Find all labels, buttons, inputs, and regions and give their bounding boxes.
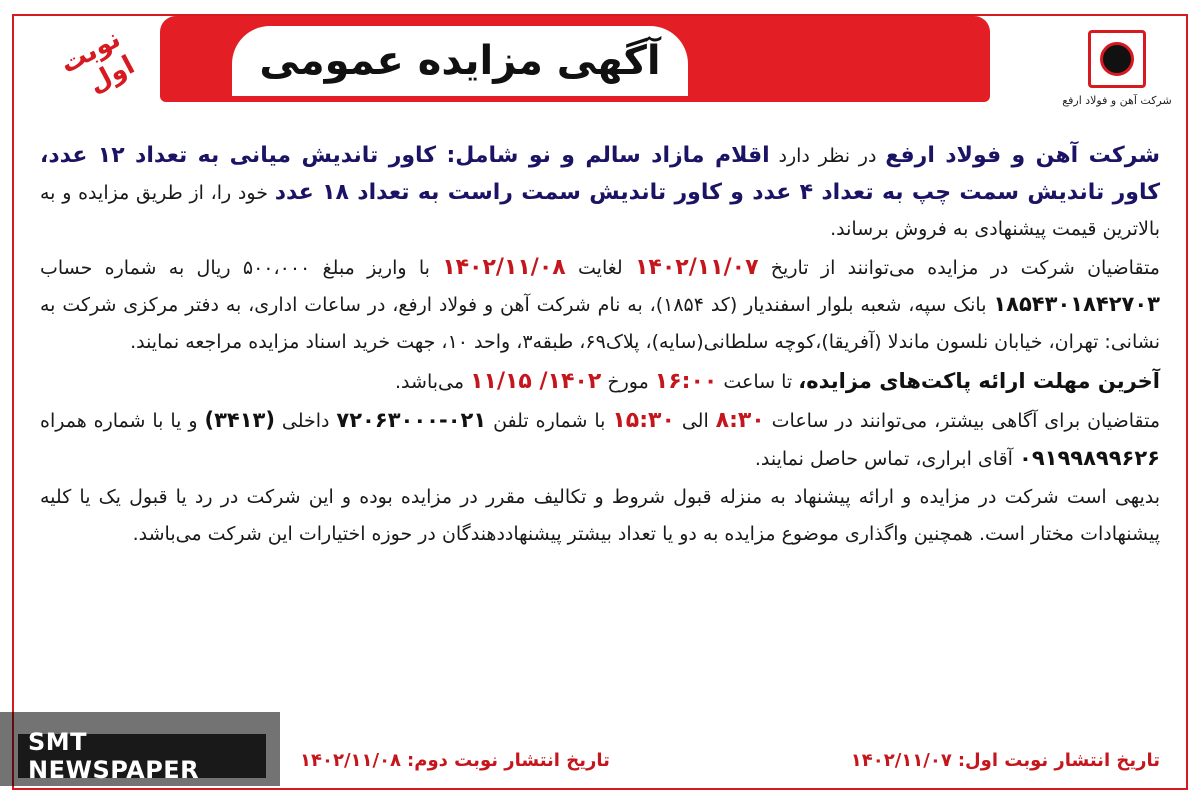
logo-company-name: شرکت آهن و فولاد ارفع bbox=[1062, 94, 1172, 107]
stamp-label: نوبت اول bbox=[55, 23, 140, 100]
date-to: ۱۴۰۲/۱۱/۰۸ bbox=[442, 254, 566, 280]
company-name: شرکت آهن و فولاد ارفع bbox=[885, 143, 1161, 168]
paragraph-terms: بدیهی است شرکت در مزایده و ارائه پیشنهاد به منزله قبول شروط و تکالیف مقرر در مزایده بوده و این شرکت در رد یا قبول یک یا کلیه پیشنهادات مختار است. همچنین واگذاری موضوع مزایده به دو یا تعداد بیشتر پیشنهاددهندگان در حوزه اختیارات این شرکت می‌باشد. bbox=[40, 486, 1160, 545]
page-title: آگهی مزایده عمومی bbox=[259, 38, 661, 84]
watermark bbox=[18, 728, 266, 784]
first-publish: تاریخ انتشار نوبت اول: ۱۴۰۲/۱۱/۰۷ bbox=[850, 749, 1160, 771]
hours-to: ۱۵:۳۰ bbox=[612, 408, 675, 434]
account-number: ۱۸۵۴۳۰۱۸۴۲۷۰۳ bbox=[993, 292, 1160, 317]
logo-icon bbox=[1088, 30, 1146, 88]
title-box bbox=[230, 24, 690, 96]
hours-from: ۸:۳۰ bbox=[715, 408, 765, 434]
deadline-date: ۱۴۰۲/ ۱۱/۱۵ bbox=[470, 368, 602, 394]
mobile-number: ۰۹۱۹۹۸۹۹۶۲۶ bbox=[1019, 445, 1160, 470]
items-list: اقلام مازاد سالم و نو شامل: کاور تاندیش میانی به تعداد ۱۲ عدد، کاور تاندیش سمت چپ به تعداد ۴ عدد و کاور تاندیش سمت راست به تعداد ۱۸ عدد bbox=[40, 143, 1160, 205]
phone-extension: (۳۴۱۳) bbox=[204, 408, 275, 433]
paragraph-purchase: متقاضیان شرکت در مزایده می‌توانند از تاریخ ۱۴۰۲/۱۱/۰۷ لغایت ۱۴۰۲/۱۱/۰۸ با واریز مبلغ ۵۰۰،۰۰۰ ریال به شماره حساب ۱۸۵۴۳۰۱۸۴۲۷۰۳ بانک سپه، شعبه بلوار اسفندیار (کد ۱۸۵۴)، به نام شرکت آهن و فولاد ارفع، در ساعات اداری، به دفتر مرکزی شرکت به نشانی: تهران، خیابان نلسون ماندلا (آفریقا)،کوچه سلطانی(سایه)، پلاک۶۹، طبقه۳، واحد ۱۰، جهت خرید اسناد مزایده مراجعه نمایند. bbox=[40, 254, 1160, 353]
notice-body bbox=[40, 138, 1160, 555]
date-from: ۱۴۰۲/۱۱/۰۷ bbox=[635, 254, 759, 280]
paragraph-contact: متقاضیان برای آگاهی بیشتر، می‌توانند در ساعات ۸:۳۰ الی ۱۵:۳۰ با شماره تلفن ۰۲۱-۷۲۰۶۳۰۰۰ داخلی (۳۴۱۳) و یا با شماره همراه ۰۹۱۹۹۸۹۹۶۲۶ آقای ابراری، تماس حاصل نمایند. bbox=[40, 408, 1161, 470]
watermark-text: SMT NEWSPAPER bbox=[28, 728, 200, 784]
company-logo bbox=[1062, 30, 1172, 140]
paragraph-intro: شرکت آهن و فولاد ارفع در نظر دارد اقلام مازاد سالم و نو شامل: کاور تاندیش میانی به تعداد ۱۲ عدد، کاور تاندیش سمت چپ به تعداد ۴ عدد و کاور تاندیش سمت راست به تعداد ۱۸ عدد خود را، از طریق مزایده و به بالاترین قیمت پیشنهادی به فروش برساند. bbox=[40, 143, 1161, 241]
phone-number: ۰۲۱-۷۲۰۶۳۰۰۰ bbox=[336, 408, 487, 433]
paragraph-deadline: آخرین مهلت ارائه پاکت‌های مزایده، تا ساعت ۱۶:۰۰ مورخ ۱۴۰۲/ ۱۱/۱۵ می‌باشد. bbox=[395, 368, 1160, 394]
second-publish: تاریخ انتشار نوبت دوم: ۱۴۰۲/۱۱/۰۸ bbox=[300, 749, 610, 771]
deadline-time: ۱۶:۰۰ bbox=[654, 368, 718, 394]
